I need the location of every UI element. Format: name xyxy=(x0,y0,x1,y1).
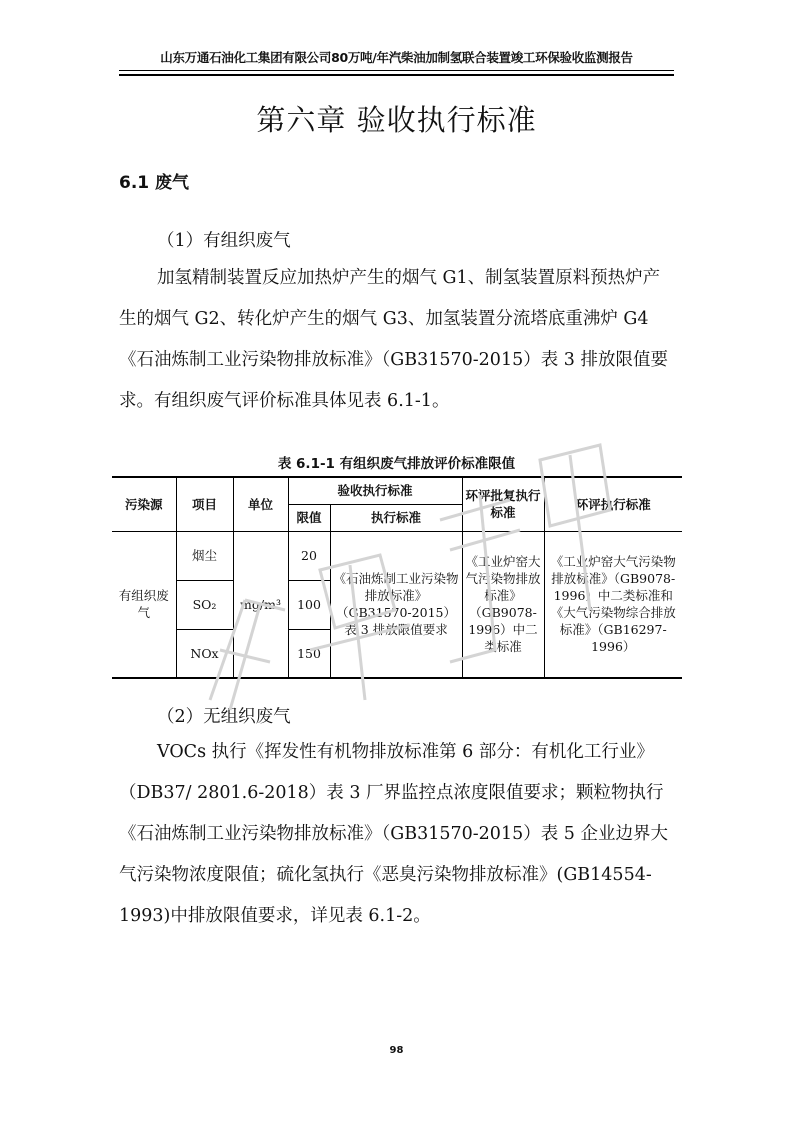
cell-item: SO₂ xyxy=(176,580,233,629)
section-title: 6.1 废气 xyxy=(119,173,190,193)
header-limit: 限值 xyxy=(288,504,330,531)
cell-standard: 《石油炼制工业污染物排放标准》（GB31570-2015）表 3 排放限值要求 xyxy=(330,531,462,678)
subsection-unorganized: （2）无组织废气 xyxy=(157,707,291,727)
chapter-title: 第六章 验收执行标准 xyxy=(256,103,537,137)
header-eia-approval: 环评批复执行标准 xyxy=(462,477,544,531)
header-item: 项目 xyxy=(176,477,233,531)
paragraph-unorganized: VOCs 执行《挥发性有机物排放标准第 6 部分：有机化工行业》（DB37/ 2801.6-2018）表 3 厂界监控点浓度限值要求；颗粒物执行《石油炼制工业污染物排放标准》（GB31570-2015）表 5 企业边界大气污染物浓度限值；硫化氢执行《恶臭污染物排放标准》(GB14554-1993)中排放限值要求，详见表 6.1-2。 xyxy=(119,742,668,926)
header-unit: 单位 xyxy=(233,477,288,531)
emission-standard-table xyxy=(112,476,682,679)
cell-limit: 20 xyxy=(288,531,330,580)
header-rule xyxy=(119,74,674,76)
cell-source: 有组织废气 xyxy=(112,531,176,678)
cell-eia-standard: 《工业炉窑大气污染物排放标准》（GB9078-1996）中二类标准和《大气污染物综合排放标准》（GB16297-1996） xyxy=(544,531,682,678)
cell-unit: mg/m³ xyxy=(233,531,288,678)
table-caption: 表 6.1-1 有组织废气排放评价标准限值 xyxy=(277,456,516,472)
cell-limit: 150 xyxy=(288,629,330,678)
cell-item: 烟尘 xyxy=(176,531,233,580)
subsection-organized: （1）有组织废气 xyxy=(157,231,291,251)
header-source: 污染源 xyxy=(112,477,176,531)
cell-limit: 100 xyxy=(288,580,330,629)
table-row xyxy=(112,531,682,580)
header-acceptance: 验收执行标准 xyxy=(288,477,462,504)
paragraph-organized: 加氢精制装置反应加热炉产生的烟气 G1、制氢装置原料预热炉产生的烟气 G2、转化炉产生的烟气 G3、加氢装置分流塔底重沸炉 G4《石油炼制工业污染物排放标准》（GB31570-2015）表 3 排放限值要求。有组织废气评价标准具体见表 6.1-1。 xyxy=(119,268,668,411)
header-standard: 执行标准 xyxy=(330,504,462,531)
cell-eia-approval: 《工业炉窑大气污染物排放标准》（GB9078-1996）中二类标准 xyxy=(462,531,544,678)
report-header: 山东万通石油化工集团有限公司80万吨/年汽柴油加制氢联合装置竣工环保验收监测报告 xyxy=(119,48,674,71)
cell-item: NOx xyxy=(176,629,233,678)
page-number: 98 xyxy=(389,1045,404,1056)
header-eia-standard: 环评执行标准 xyxy=(544,477,682,531)
